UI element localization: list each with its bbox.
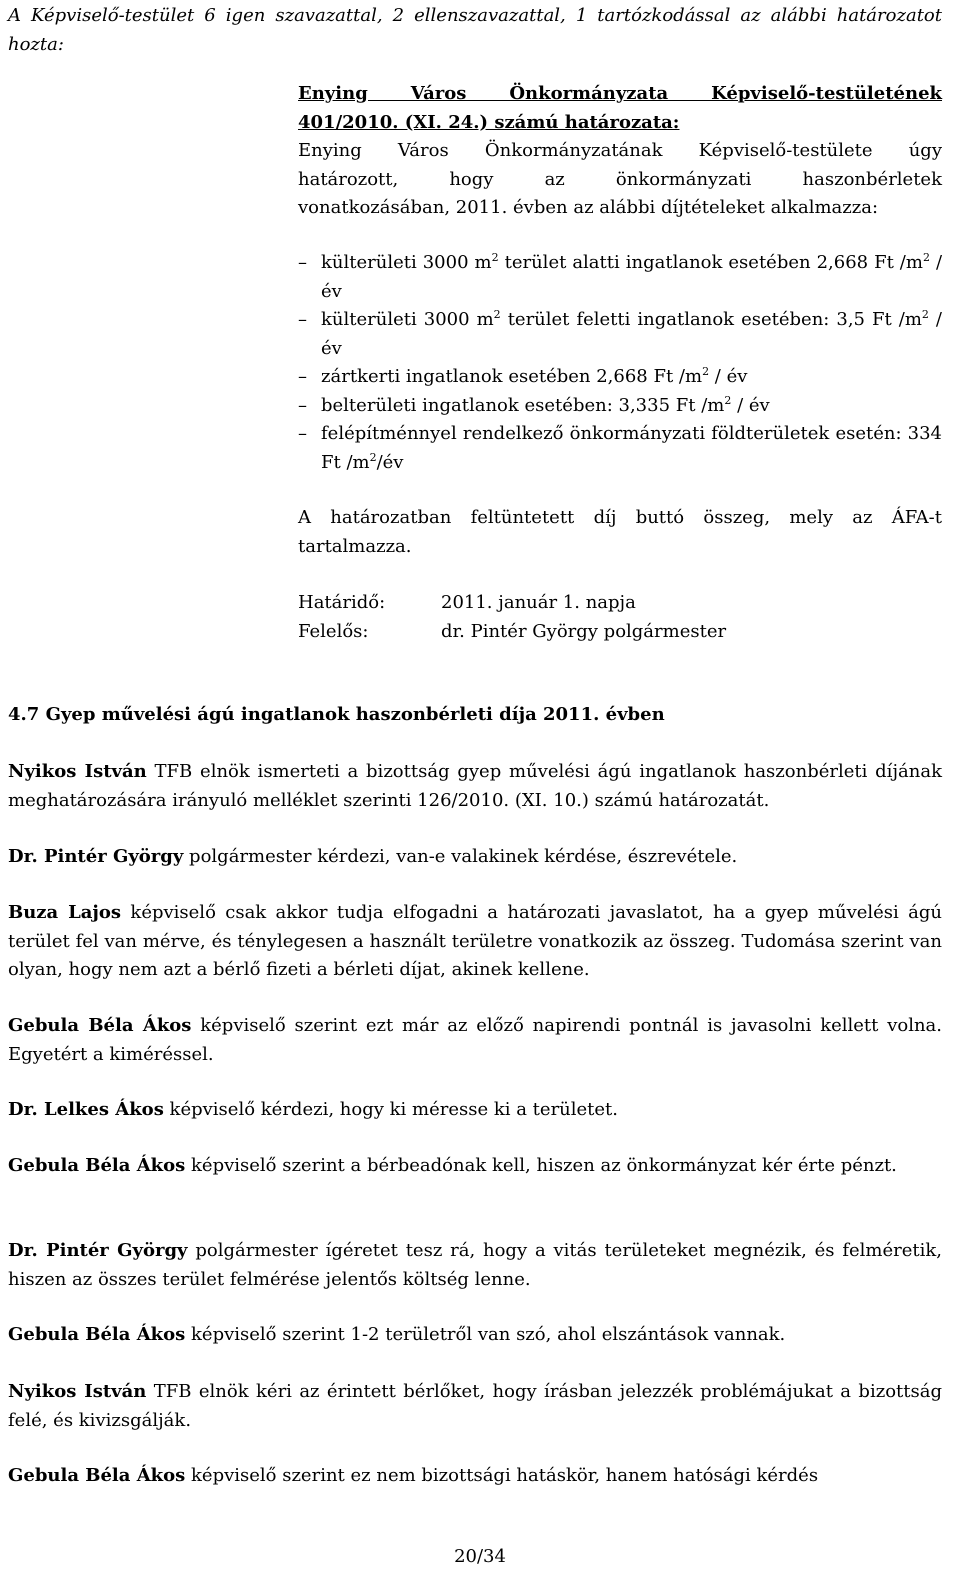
paragraph: Buza Lajos képviselő csak akkor tudja elfogadni a határozati javaslatot, ha a gyep művelési ágú terület fel van mérve, és ténylegesen a használt területre vonatkozik az összeg. Tudomása szerint van olyan, hogy nem azt a bérlő fizeti a bérleti díjat, akinek kellene.	[8, 902, 942, 980]
rate-item: – zártkerti ingatlanok esetében 2,668 Ft $/m^2$ / év	[298, 363, 942, 392]
rate-item: – külterületi 3000 $m^2$ terület feletti ingatlanok esetében: 3,5 Ft $/m^2$ / év	[298, 308, 942, 359]
speaker-name: Dr. Pintér György	[8, 1240, 188, 1261]
list-dash: –	[298, 394, 307, 416]
list-dash: –	[298, 309, 307, 330]
paragraph: Gebula Béla Ákos képviselő szerint ez nem bizottsági hatáskör, hanem hatósági kérdés	[8, 1465, 819, 1486]
paragraph: Dr. Pintér György polgármester kérdezi, van-e valakinek kérdése, észrevétele.	[8, 846, 738, 867]
paragraph: Gebula Béla Ákos képviselő szerint a bérbeadónak kell, hiszen az önkormányzat kér érte pénzt.	[8, 1155, 897, 1176]
rate-item: – felépítménnyel rendelkező önkormányzati földterületek esetén: 334 Ft $/m^2/év$	[298, 420, 942, 477]
resolution-body-line1: Enying Város Önkormányzatának Képviselő-testülete úgy	[298, 140, 942, 161]
speaker-name: Dr. Pintér György	[8, 846, 184, 867]
paragraph: Nyikos István TFB elnök kéri az érintett bérlőket, hogy írásban jelezzék problémájukat a bizottság felé, és kivizsgálják.	[8, 1381, 942, 1431]
speaker-name: Gebula Béla Ákos	[8, 1324, 186, 1345]
list-dash: –	[298, 252, 307, 273]
speaker-name: Gebula Béla Ákos	[8, 1155, 186, 1176]
resolution-heading-line2: 401/2010. (XI. 24.) számú határozata:	[298, 111, 680, 133]
speaker-name: Gebula Béla Ákos	[8, 1015, 192, 1036]
resolution-heading-line1: Enying Város Önkormányzata Képviselő-testületének	[298, 83, 942, 104]
resolution-heading	[298, 80, 942, 137]
paragraph: Dr. Lelkes Ákos képviselő kérdezi, hogy ki méresse ki a területet.	[8, 1099, 619, 1120]
speaker-name: Nyikos István	[8, 761, 147, 782]
resolution-body-line2: határozott, hogy az önkormányzati haszonbérletek	[298, 168, 942, 190]
rate-list	[298, 249, 942, 477]
speaker-name: Nyikos István	[8, 1381, 147, 1402]
speaker-name: Buza Lajos	[8, 902, 122, 923]
speaker-name: Dr. Lelkes Ákos	[8, 1099, 164, 1120]
deadline-value: 2011. január 1. napja	[441, 592, 636, 613]
responsible-label: Felelős:	[298, 621, 369, 642]
deadline-label: Határidő:	[298, 592, 386, 613]
paragraph: Gebula Béla Ákos képviselő szerint ezt már az előző napirendi pontnál is javasolni kellett volna. Egyetért a kiméréssel.	[8, 1015, 943, 1065]
responsible-value: dr. Pintér György polgármester	[441, 621, 727, 642]
resolution-note: A határozatban feltüntetett díj buttó összeg, mely az ÁFA-t tartalmazza.	[298, 507, 942, 557]
deadline-row	[298, 589, 636, 618]
speaker-name: Gebula Béla Ákos	[8, 1465, 186, 1486]
paragraph: Dr. Pintér György polgármester ígéretet tesz rá, hogy a vitás területeket megnézik, és felméretik, hiszen az összes terület felmérése jelentős költség lenne.	[8, 1240, 942, 1290]
responsible-row	[298, 618, 726, 647]
intro-text: A Képviselő-testület 6 igen szavazattal, 2 ellenszavazattal, 1 tartózkodással az alábbi határozatot hozta:	[8, 5, 942, 55]
rate-item: – belterületi ingatlanok esetében: 3,335 Ft $/m^2$ / év	[298, 392, 942, 421]
resolution-body	[298, 137, 942, 223]
page-number: 20/34	[454, 1546, 506, 1567]
paragraph: Gebula Béla Ákos képviselő szerint 1-2 területről van szó, ahol elszántások vannak.	[8, 1324, 786, 1345]
resolution-body-line3: vonatkozásában, 2011. évben az alábbi díjtételeket alkalmazza:	[298, 197, 879, 218]
list-dash: –	[298, 423, 307, 444]
list-dash: –	[298, 366, 307, 387]
section-heading: 4.7 Gyep művelési ágú ingatlanok haszonbérleti díja 2011. évben	[8, 704, 665, 725]
rate-item: – külterületi 3000 $m^2$ terület alatti ingatlanok esetében 2,668 Ft $/m^2$ / év	[298, 251, 943, 302]
paragraph: Nyikos István TFB elnök ismerteti a bizottság gyep művelési ágú ingatlanok haszonbérleti díjának meghatározására irányuló melléklet szerinti 126/2010. (XI. 10.) számú határozatát.	[8, 761, 942, 811]
